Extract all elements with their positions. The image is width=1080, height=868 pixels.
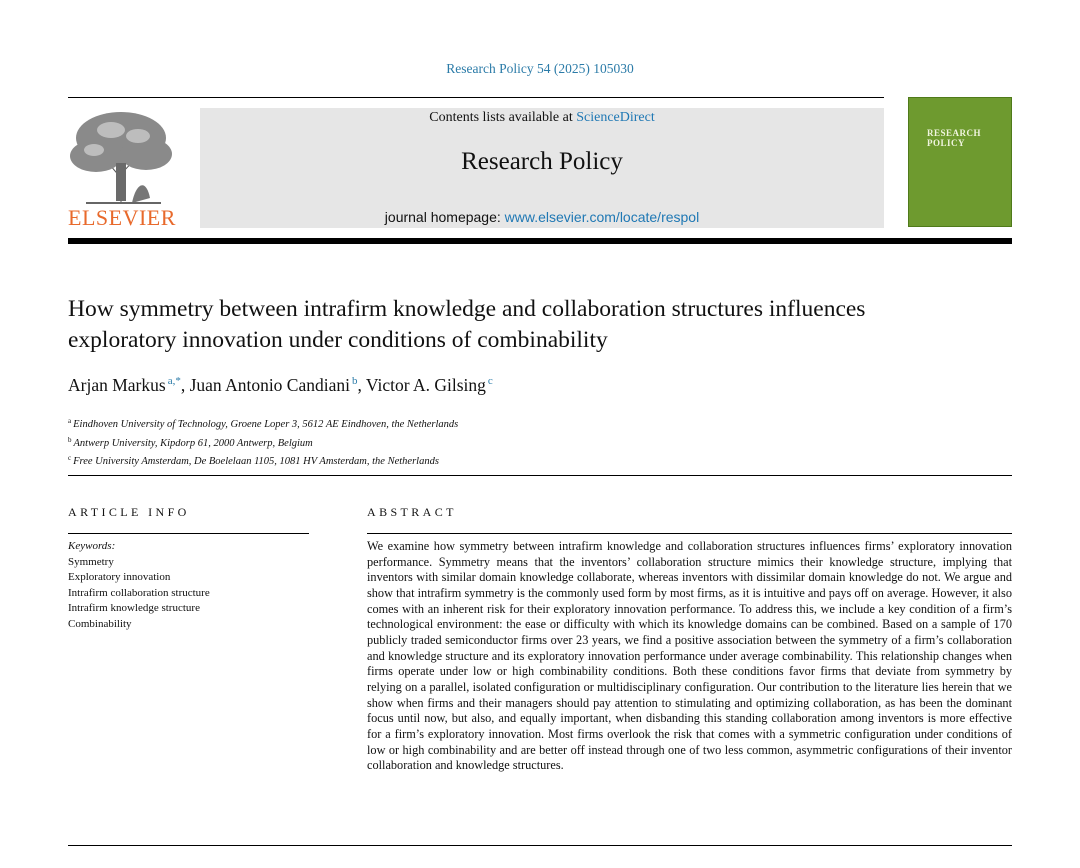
header-thick-rule <box>68 238 1012 244</box>
author-affiliation-mark[interactable]: c <box>487 375 493 387</box>
affiliations <box>68 414 458 470</box>
sciencedirect-link[interactable]: ScienceDirect <box>576 110 655 125</box>
author-affiliation-mark[interactable]: b <box>351 375 358 387</box>
keyword-item: Combinability <box>68 617 132 630</box>
keywords-block <box>68 539 210 633</box>
elsevier-wordmark: ELSEVIER <box>68 205 176 230</box>
keyword-item: Exploratory innovation <box>68 571 171 584</box>
abstract-heading: ABSTRACT <box>367 505 457 519</box>
author-affiliation-mark[interactable]: a,* <box>167 375 181 387</box>
article-title: How symmetry between intrafirm knowledge and collaboration structures influences exploratory innovation under conditions of combinability <box>68 296 866 353</box>
bottom-rule <box>68 845 1012 846</box>
affiliation-item: $^c$ Free University Amsterdam, De Boelelaan 1105, 1081 HV Amsterdam, the Netherlands <box>68 454 439 467</box>
affiliation-item: $^b$ Antwerp University, Kipdorp 61, 2000 Antwerp, Belgium <box>68 435 313 449</box>
journal-banner <box>200 108 884 228</box>
homepage-line: journal homepage: www.elsevier.com/locate/respol <box>384 209 700 225</box>
section-rule <box>68 475 1012 476</box>
keyword-item: Intrafirm knowledge structure <box>68 602 200 615</box>
journal-citation[interactable]: Research Policy 54 (2025) 105030 <box>446 61 634 76</box>
keywords-label: Keywords: <box>68 540 116 552</box>
abstract-rule <box>367 533 1012 534</box>
author-name[interactable]: Arjan Markus <box>68 375 166 395</box>
keyword-item: Symmetry <box>68 555 114 568</box>
keyword-item: Intrafirm collaboration structure <box>68 586 210 599</box>
cover-title: RESEARCH POLICY <box>927 128 982 148</box>
contents-line: Contents lists available at ScienceDirect <box>429 110 655 125</box>
article-info-heading: ARTICLE INFO <box>68 505 190 519</box>
header-rule <box>68 97 884 98</box>
author-name[interactable]: Juan Antonio Candiani <box>189 375 350 395</box>
abstract-text: We examine how symmetry between intrafirm knowledge and collaboration structures influences firms’ exploratory innovation performance. Symmetry means that the inventors’ collaboration structure mimics their knowledge structure, implying that inventors with similar domain knowledge collaborate, whereas inventors with dissimilar domain knowledge do not. We argue and show that intrafirm symmetry is the commonly used form by most firms, as it is intuitive and pays off on average. However, it also comes with an inherent risk for their exploratory innovation performance. To address this, we include a key condition of a firm’s technological environment: the ease or difficulty with which its knowledge domains can be combined. Based on a sample of 170 publicly traded semiconductor firms over 23 years, we find a positive association between the symmetry of a firm’s collaboration and knowledge structure and its exploratory innovation performance under average combinability. This relationship changes when firms operate under low or high combinability conditions. Both these conditions favor firms that deviate from symmetry by relying on a parallel, isolated configuration or multidisciplinary configuration. Our contribution to the literature lies herein that we show when firms and their managers should pay attention to stimulating and optimizing collaboration, as has been the dominant focus until now, but also, and equally important, when disbanding this standing collaboration among inventors is more effective for a firm’s exploratory innovation. Most firms overlook the risk that comes with a symmetric configuration under conditions of low or high combinability and are better off instead through one of two less common, asymmetric configurations of their inventor collaboration and knowledge structures. <box>367 539 1012 773</box>
journal-title: Research Policy <box>461 148 623 175</box>
article-info-rule <box>68 533 309 534</box>
homepage-link[interactable]: www.elsevier.com/locate/respol <box>504 209 700 225</box>
author-name[interactable]: Victor A. Gilsing <box>365 375 486 395</box>
author-list: Arjan Markus $^{a,*}$, Juan Antonio Candiani $^b$, Victor A. Gilsing $^c$ <box>68 375 493 395</box>
affiliation-item: $^a$ Eindhoven University of Technology, Groene Loper 3, 5612 AE Eindhoven, the Netherlands <box>68 417 459 430</box>
journal-cover-thumbnail[interactable] <box>908 97 1012 227</box>
